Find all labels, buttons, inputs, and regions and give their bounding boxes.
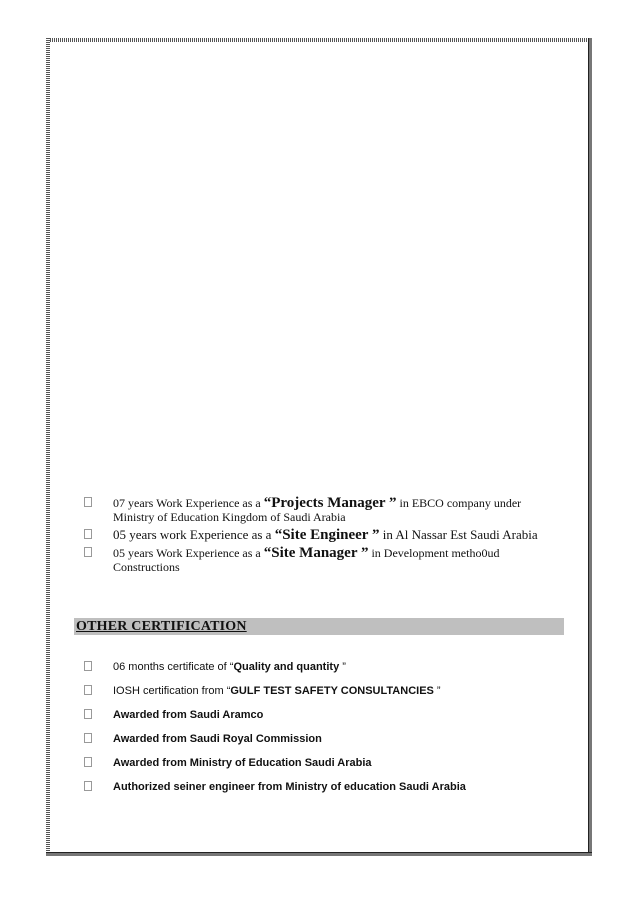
experience-role: “Site Manager ” <box>263 545 369 561</box>
bullet-icon <box>84 529 92 539</box>
certification-list <box>84 660 554 804</box>
experience-list <box>84 496 554 578</box>
experience-role: “Site Engineer ” <box>274 527 380 543</box>
experience-item <box>84 528 554 542</box>
section-title: OTHER CERTIFICATION <box>76 619 247 634</box>
certification-item <box>84 780 554 804</box>
certification-pre: IOSH certification from “ <box>113 685 231 697</box>
certification-pre: 06 months certificate of “ <box>113 661 234 673</box>
bullet-icon <box>84 497 92 507</box>
certification-post: ” <box>342 661 346 673</box>
certification-item <box>84 660 554 684</box>
experience-prefix: 05 years work Experience as a <box>113 527 275 542</box>
experience-role: “Projects Manager ” <box>263 495 397 511</box>
experience-continuation: Constructions <box>113 560 180 574</box>
certification-item <box>84 756 554 780</box>
section-header-bar <box>74 618 564 635</box>
certification-bold: Awarded from Saudi Aramco <box>113 709 264 721</box>
experience-item <box>84 496 554 524</box>
certification-post: ” <box>436 685 441 697</box>
experience-prefix: 05 years Work Experience as a <box>113 546 264 560</box>
experience-prefix: 07 years Work Experience as a <box>113 496 264 510</box>
bullet-icon <box>84 547 92 557</box>
experience-suffix: in EBCO company under <box>396 496 522 510</box>
border-bottom <box>46 852 592 856</box>
certification-bold: GULF TEST SAFETY CONSULTANCIES <box>230 685 437 697</box>
certification-bold: Awarded from Saudi Royal Commission <box>113 733 322 745</box>
bullet-icon <box>84 709 92 719</box>
certification-item <box>84 732 554 756</box>
certification-item <box>84 684 554 708</box>
bullet-icon <box>84 757 92 767</box>
certification-bold: Quality and quantity <box>233 661 343 673</box>
experience-item <box>84 546 554 574</box>
bullet-icon <box>84 685 92 695</box>
border-left <box>46 38 50 856</box>
certification-item <box>84 708 554 732</box>
bullet-icon <box>84 733 92 743</box>
experience-suffix: in Al Nassar Est Saudi Arabia <box>379 527 538 542</box>
border-right <box>588 38 592 856</box>
border-top <box>46 38 592 42</box>
experience-continuation: Ministry of Education Kingdom of Saudi Arabia <box>113 510 346 524</box>
certification-bold: Authorized seiner engineer from Ministry of education Saudi Arabia <box>113 781 466 793</box>
experience-suffix: in Development metho0ud <box>368 546 500 560</box>
bullet-icon <box>84 661 92 671</box>
bullet-icon <box>84 781 92 791</box>
certification-bold: Awarded from Ministry of Education Saudi Arabia <box>113 757 372 769</box>
